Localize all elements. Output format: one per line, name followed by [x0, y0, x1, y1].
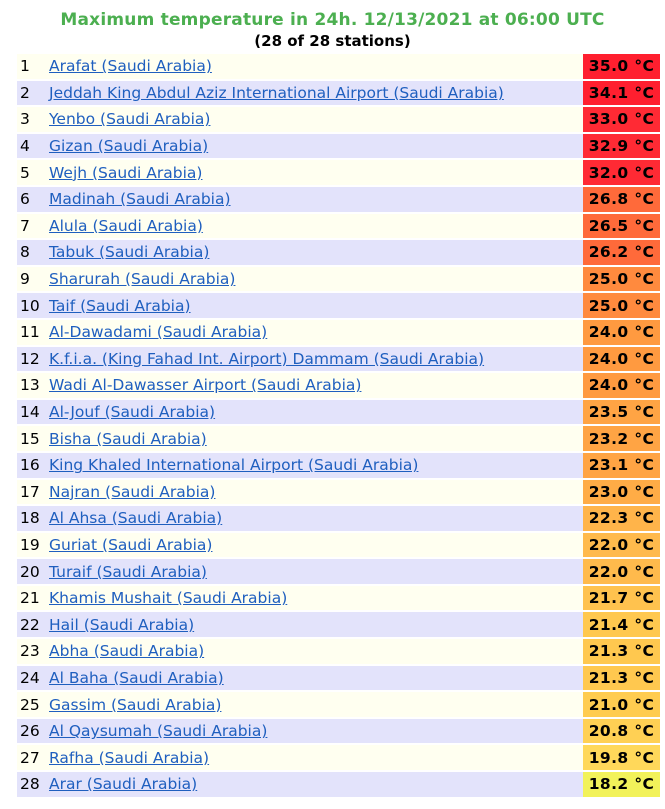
temperature-cell: 21.3 °C	[583, 666, 660, 691]
rank-cell: 10	[17, 293, 47, 318]
temperature-cell: 32.0 °C	[583, 160, 660, 185]
station-cell	[47, 214, 583, 239]
temperature-cell: 24.0 °C	[583, 320, 660, 345]
station-cell	[47, 293, 583, 318]
station-cell	[47, 480, 583, 505]
rank-cell: 6	[17, 187, 47, 212]
temperature-cell: 25.0 °C	[583, 267, 660, 292]
table-row	[17, 81, 660, 106]
rank-cell: 18	[17, 506, 47, 531]
station-cell	[47, 267, 583, 292]
table-row	[17, 480, 660, 505]
temperature-cell: 26.2 °C	[583, 240, 660, 265]
temperature-cell: 21.4 °C	[583, 612, 660, 637]
temperature-cell: 21.3 °C	[583, 639, 660, 664]
station-link[interactable]: Gassim (Saudi Arabia)	[49, 695, 222, 714]
table-row	[17, 107, 660, 132]
station-cell	[47, 240, 583, 265]
temperature-cell: 26.8 °C	[583, 187, 660, 212]
station-link[interactable]: K.f.i.a. (King Fahad Int. Airport) Dammam (Saudi Arabia)	[49, 349, 485, 368]
station-cell	[47, 320, 583, 345]
temperature-cell: 24.0 °C	[583, 347, 660, 372]
station-link[interactable]: Arar (Saudi Arabia)	[49, 775, 198, 794]
table-row	[17, 214, 660, 239]
station-link[interactable]: Wejh (Saudi Arabia)	[49, 163, 203, 182]
station-cell	[47, 692, 583, 717]
station-link[interactable]: Al Baha (Saudi Arabia)	[49, 668, 224, 687]
station-link[interactable]: Yenbo (Saudi Arabia)	[49, 110, 211, 129]
page	[0, 9, 665, 801]
rank-cell: 25	[17, 692, 47, 717]
station-cell	[47, 586, 583, 611]
table-row	[17, 134, 660, 159]
station-cell	[47, 426, 583, 451]
station-cell	[47, 745, 583, 770]
station-cell	[47, 666, 583, 691]
station-cell	[47, 612, 583, 637]
temperature-cell: 23.1 °C	[583, 453, 660, 478]
station-link[interactable]: Gizan (Saudi Arabia)	[49, 137, 209, 156]
page-title: Maximum temperature in 24h. 12/13/2021 at 06:00 UTC	[60, 10, 605, 30]
station-cell	[47, 533, 583, 558]
table-row	[17, 54, 660, 79]
rank-cell: 8	[17, 240, 47, 265]
temperature-cell: 33.0 °C	[583, 107, 660, 132]
station-cell	[47, 639, 583, 664]
station-link[interactable]: Madinah (Saudi Arabia)	[49, 190, 231, 209]
temperature-cell: 23.5 °C	[583, 400, 660, 425]
station-link[interactable]: Sharurah (Saudi Arabia)	[49, 270, 236, 289]
rank-cell: 2	[17, 81, 47, 106]
temperature-cell: 22.0 °C	[583, 533, 660, 558]
rank-cell: 17	[17, 480, 47, 505]
station-link[interactable]: Al-Jouf (Saudi Arabia)	[49, 403, 216, 422]
temperature-table-body	[17, 54, 660, 797]
station-link[interactable]: Rafha (Saudi Arabia)	[49, 748, 210, 767]
table-row	[17, 772, 660, 797]
station-link[interactable]: Al-Dawadami (Saudi Arabia)	[49, 323, 268, 342]
station-cell	[47, 400, 583, 425]
rank-cell: 22	[17, 612, 47, 637]
rank-cell: 12	[17, 347, 47, 372]
rank-cell: 14	[17, 400, 47, 425]
table-row	[17, 160, 660, 185]
station-cell	[47, 81, 583, 106]
temperature-cell: 19.8 °C	[583, 745, 660, 770]
temperature-cell: 21.0 °C	[583, 692, 660, 717]
table-row	[17, 187, 660, 212]
table-row	[17, 692, 660, 717]
temperature-cell: 18.2 °C	[583, 772, 660, 797]
station-cell	[47, 453, 583, 478]
station-cell	[47, 373, 583, 398]
station-link[interactable]: Wadi Al-Dawasser Airport (Saudi Arabia)	[49, 376, 362, 395]
rank-cell: 1	[17, 54, 47, 79]
table-row	[17, 745, 660, 770]
table-row	[17, 400, 660, 425]
station-link[interactable]: Turaif (Saudi Arabia)	[49, 562, 207, 581]
table-row	[17, 426, 660, 451]
rank-cell: 27	[17, 745, 47, 770]
temperature-cell: 32.9 °C	[583, 134, 660, 159]
rank-cell: 11	[17, 320, 47, 345]
rank-cell: 23	[17, 639, 47, 664]
rank-cell: 5	[17, 160, 47, 185]
station-link[interactable]: Al Qaysumah (Saudi Arabia)	[49, 722, 268, 741]
station-link[interactable]: Guriat (Saudi Arabia)	[49, 535, 213, 554]
station-link[interactable]: King Khaled International Airport (Saudi Arabia)	[49, 456, 419, 475]
station-link[interactable]: Khamis Mushait (Saudi Arabia)	[49, 589, 288, 608]
rank-cell: 9	[17, 267, 47, 292]
station-cell	[47, 187, 583, 212]
table-row	[17, 639, 660, 664]
table-row	[17, 506, 660, 531]
temperature-cell: 35.0 °C	[583, 54, 660, 79]
temperature-table	[17, 52, 660, 799]
table-row	[17, 320, 660, 345]
rank-cell: 16	[17, 453, 47, 478]
rank-cell: 13	[17, 373, 47, 398]
table-row	[17, 293, 660, 318]
temperature-cell: 26.5 °C	[583, 214, 660, 239]
station-link[interactable]: Arafat (Saudi Arabia)	[49, 57, 212, 76]
temperature-cell: 22.3 °C	[583, 506, 660, 531]
table-row	[17, 240, 660, 265]
table-row	[17, 719, 660, 744]
table-row	[17, 453, 660, 478]
rank-cell: 15	[17, 426, 47, 451]
temperature-cell: 24.0 °C	[583, 373, 660, 398]
rank-cell: 24	[17, 666, 47, 691]
temperature-cell: 21.7 °C	[583, 586, 660, 611]
station-link[interactable]: Al Ahsa (Saudi Arabia)	[49, 509, 223, 528]
table-row	[17, 612, 660, 637]
station-cell	[47, 347, 583, 372]
station-link[interactable]: Bisha (Saudi Arabia)	[49, 429, 207, 448]
station-cell	[47, 134, 583, 159]
rank-cell: 26	[17, 719, 47, 744]
table-row	[17, 373, 660, 398]
station-link[interactable]: Abha (Saudi Arabia)	[49, 642, 205, 661]
station-cell	[47, 559, 583, 584]
table-row	[17, 559, 660, 584]
rank-cell: 20	[17, 559, 47, 584]
station-count: (28 of 28 stations)	[254, 32, 411, 50]
station-link[interactable]: Alula (Saudi Arabia)	[49, 216, 203, 235]
station-cell	[47, 772, 583, 797]
station-cell	[47, 506, 583, 531]
temperature-cell: 20.8 °C	[583, 719, 660, 744]
temperature-cell: 23.0 °C	[583, 480, 660, 505]
station-cell	[47, 54, 583, 79]
station-cell	[47, 160, 583, 185]
table-row	[17, 267, 660, 292]
station-link[interactable]: Tabuk (Saudi Arabia)	[49, 243, 210, 262]
temperature-cell: 34.1 °C	[583, 81, 660, 106]
table-row	[17, 666, 660, 691]
temperature-cell: 23.2 °C	[583, 426, 660, 451]
station-link[interactable]: Najran (Saudi Arabia)	[49, 482, 216, 501]
station-cell	[47, 107, 583, 132]
table-row	[17, 586, 660, 611]
table-row	[17, 347, 660, 372]
rank-cell: 3	[17, 107, 47, 132]
station-cell	[47, 719, 583, 744]
station-link[interactable]: Taif (Saudi Arabia)	[49, 296, 191, 315]
rank-cell: 28	[17, 772, 47, 797]
rank-cell: 21	[17, 586, 47, 611]
station-link[interactable]: Hail (Saudi Arabia)	[49, 615, 195, 634]
temperature-cell: 25.0 °C	[583, 293, 660, 318]
rank-cell: 7	[17, 214, 47, 239]
table-row	[17, 533, 660, 558]
station-link[interactable]: Jeddah King Abdul Aziz International Airport (Saudi Arabia)	[49, 83, 504, 102]
rank-cell: 19	[17, 533, 47, 558]
rank-cell: 4	[17, 134, 47, 159]
temperature-cell: 22.0 °C	[583, 559, 660, 584]
